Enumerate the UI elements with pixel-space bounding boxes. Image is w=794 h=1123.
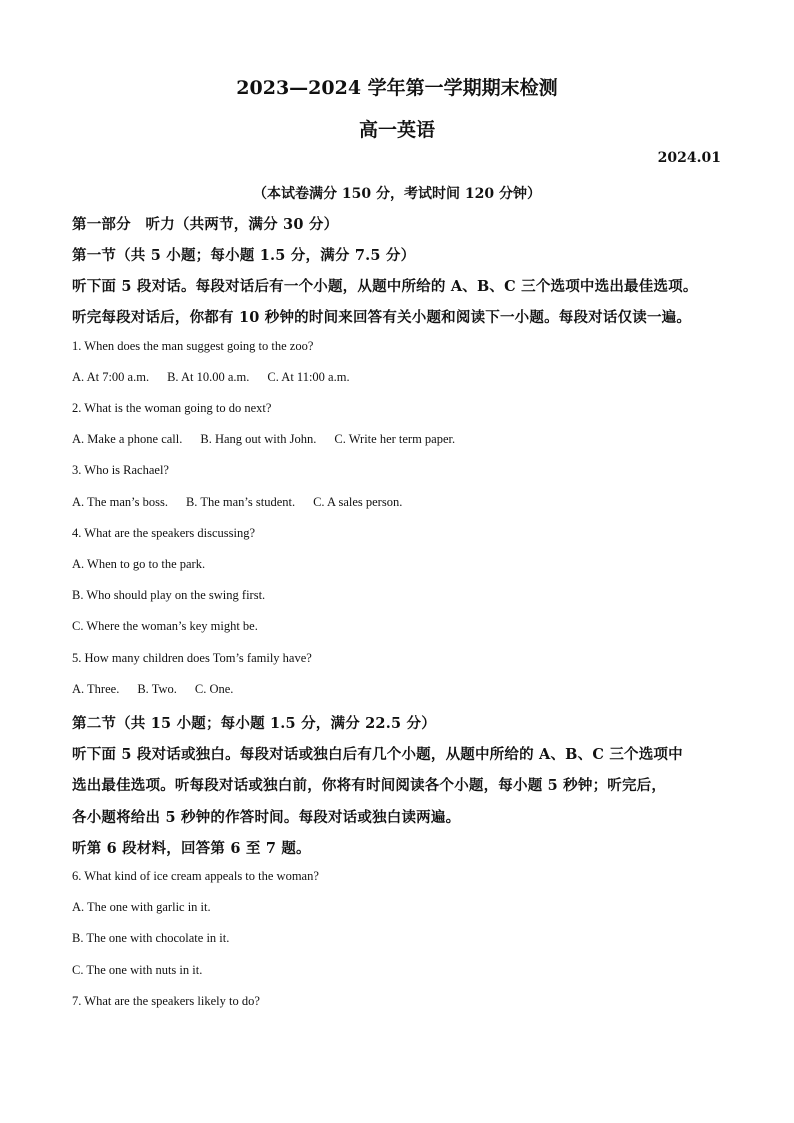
question-6: 6. What kind of ice cream appeals to the woman? [72,869,319,883]
question-4-option-a: A. When to go to the park. [72,557,206,571]
question-2: 2. What is the woman going to do next? [72,401,272,415]
exam-date: 2024.01 [657,150,721,166]
question-4-option-c: C. Where the woman’s key might be. [72,619,258,633]
option-b: B. At 10.00 a.m. [167,370,250,384]
section1-instructions-line2: 听完每段对话后，你都有 10 秒钟的时间来回答有关小题和阅读下一小题。每段对话仅读一遍。 [72,309,692,326]
option-b: B. Two. [137,682,177,696]
question-3-options [72,495,420,510]
exam-subject: 高一英语 [358,119,435,141]
option-b: B. Hang out with John. [200,432,317,446]
option-a: A. The man’s boss. [72,495,168,509]
question-7: 7. What are the speakers likely to do? [72,994,260,1008]
option-c: C. A sales person. [313,495,403,509]
option-a: A. Make a phone call. [72,432,183,446]
exam-note: （本试卷满分 150 分，考试时间 120 分钟） [253,186,541,202]
exam-title: 2023—2024 学年第一学期期末检测 [236,77,558,99]
material-6-heading: 听第 6 段材料，回答第 6 至 7 题。 [72,840,311,857]
question-4: 4. What are the speakers discussing? [72,526,256,540]
question-1: 1. When does the man suggest going to the zoo? [72,339,314,353]
question-4-option-b: B. Who should play on the swing first. [72,588,266,602]
option-c: C. At 11:00 a.m. [267,370,350,384]
section1-instructions-line1: 听下面 5 段对话。每段对话后有一个小题，从题中所给的 A、B、C 三个选项中选出最佳选项。 [72,278,698,295]
section2-instructions-line3: 各小题将给出 5 秒钟的作答时间。每段对话或独白读两遍。 [72,809,461,826]
question-6-option-b: B. The one with chocolate in it. [72,931,230,945]
option-a: A. At 7:00 a.m. [72,370,150,384]
option-b: B. The man’s student. [185,495,296,509]
question-3: 3. Who is Rachael? [72,463,169,477]
section2-instructions-line2: 选出最佳选项。听每段对话或独白前，你将有时间阅读各个小题，每小题 5 秒钟；听完后， [72,777,667,794]
part1-heading: 第一部分 听力（共两节，满分 30 分） [72,216,339,233]
question-5-options [72,682,251,697]
option-c: C. One. [194,682,234,696]
section2-instructions-line1: 听下面 5 段对话或独白。每段对话或独白后有几个小题，从题中所给的 A、B、C 三个选项中 [72,746,683,763]
question-1-options [72,370,368,385]
question-6-option-a: A. The one with garlic in it. [72,900,211,914]
section1-heading: 第一节（共 5 小题；每小题 1.5 分，满分 7.5 分） [72,247,416,264]
option-c: C. Write her term paper. [334,432,456,446]
question-5: 5. How many children does Tom’s family have? [72,651,312,665]
section2-heading: 第二节（共 15 小题；每小题 1.5 分，满分 22.5 分） [72,715,436,732]
question-6-option-c: C. The one with nuts in it. [72,963,203,977]
option-a: A. Three. [72,682,120,696]
question-2-options [72,432,473,447]
